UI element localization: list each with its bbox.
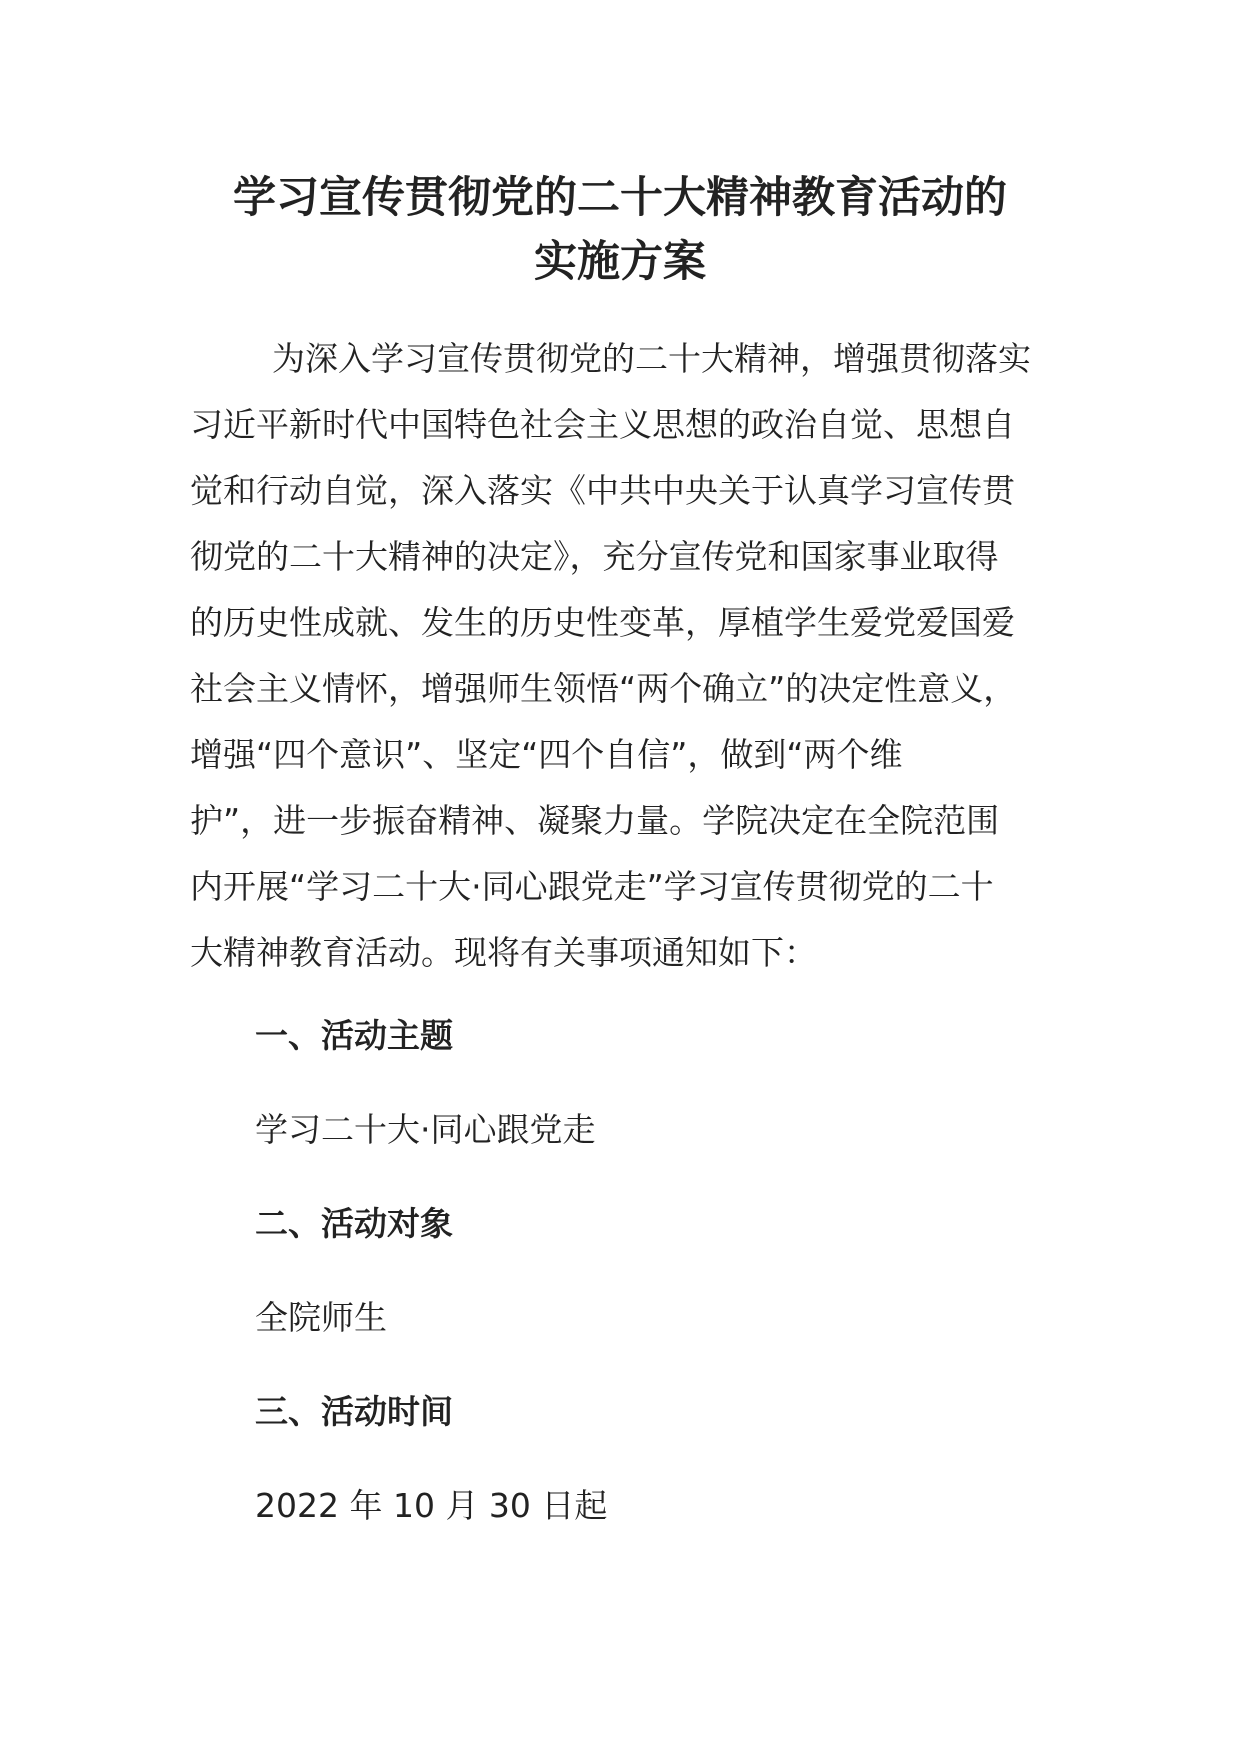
intro-line: 大精神教育活动。现将有关事项通知如下：: [190, 933, 817, 972]
intro-line: 彻党的二十大精神的决定》，充分宣传党和国家事业取得: [190, 537, 999, 576]
intro-line: 内开展“学习二十大·同心跟党走”学习宣传贯彻党的二十: [190, 867, 994, 906]
section-body-time: 2022 年 10 月 30 日起: [255, 1486, 608, 1525]
title-line: 实施方案: [534, 237, 706, 287]
section-body-theme: 学习二十大·同心跟党走: [255, 1110, 596, 1149]
section-heading-audience: 二、活动对象: [255, 1204, 453, 1243]
intro-line: 社会主义情怀，增强师生领悟“两个确立”的决定性意义，: [190, 669, 1017, 708]
title-line: 学习宣传贯彻党的二十大精神教育活动的: [233, 173, 1007, 223]
section-heading-theme: 一、活动主题: [255, 1016, 453, 1055]
intro-line: 的历史性成就、发生的历史性变革，厚植学生爱党爱国爱: [190, 603, 1015, 642]
intro-line: 增强“四个意识”、坚定“四个自信”，做到“两个维: [190, 735, 903, 774]
section-heading-time: 三、活动时间: [255, 1392, 453, 1431]
intro-line: 为深入学习宣传贯彻党的二十大精神，增强贯彻落实: [272, 339, 1031, 378]
document-title: [190, 166, 1050, 294]
section-body-audience: 全院师生: [255, 1298, 387, 1337]
intro-paragraph: [190, 326, 1065, 986]
intro-line: 觉和行动自觉，深入落实《中共中央关于认真学习宣传贯: [190, 471, 1015, 510]
intro-line: 习近平新时代中国特色社会主义思想的政治自觉、思想自: [190, 405, 1015, 444]
intro-line: 护”，进一步振奋精神、凝聚力量。学院决定在全院范围: [190, 801, 1000, 840]
